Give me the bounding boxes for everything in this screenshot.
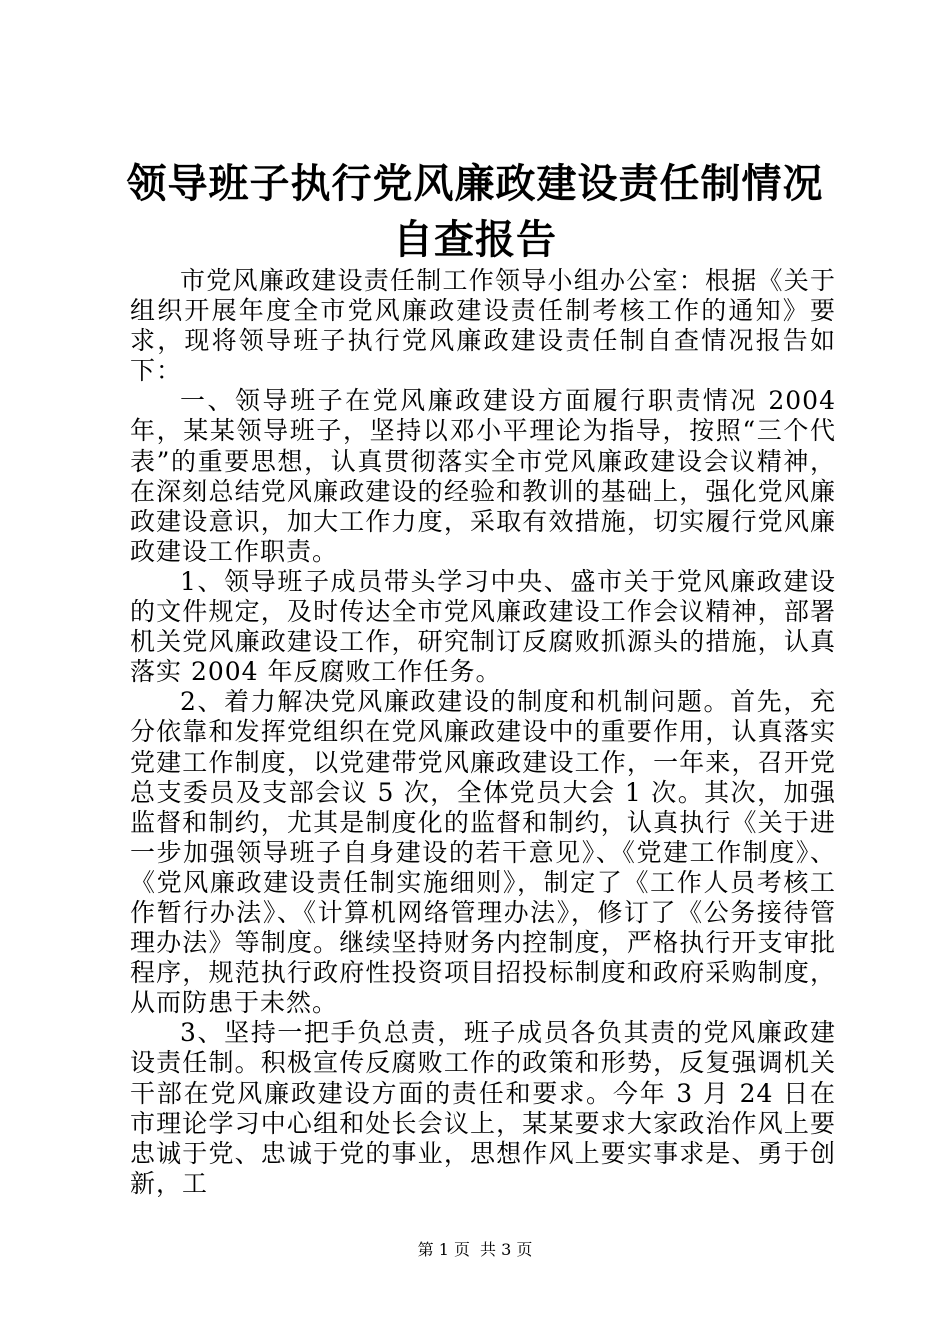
paragraph: 市党风廉政建设责任制工作领导小组办公室：根据《关于组织开展年度全市党风廉政建设责任制考核工作的通知》要求，现将领导班子执行党风廉政建设责任制自查情况报告如下： — [130, 266, 836, 386]
page-footer — [0, 1240, 950, 1260]
paragraph: 1、领导班子成员带头学习中央、盛市关于党风廉政建设的文件规定，及时传达全市党风廉政建设工作会议精神，部署机关党风廉政建设工作，研究制订反腐败抓源头的措施，认真落实 2004 年反腐败工作任务。 — [130, 566, 836, 687]
page-total: 共 3 页 — [480, 1240, 533, 1259]
document-body — [130, 266, 836, 1199]
paragraph: 一、领导班子在党风廉政建设方面履行职责情况 2004 年，某某领导班子，坚持以邓小平理论为指导，按照“三个代表”的重要思想，认真贯彻落实全市党风廉政建设会议精神，在深刻总结党风廉政建设的经验和教训的基础上，强化党风廉政建设意识，加大工作力度，采取有效措施，切实履行党风廉政建设工作职责。 — [130, 386, 836, 566]
page-number: 第 1 页 — [417, 1240, 470, 1259]
paragraph: 3、坚持一把手负总责，班子成员各负其责的党风廉政建设责任制。积极宣传反腐败工作的政策和形势，反复强调机关干部在党风廉政建设方面的责任和要求。今年 3 月 24 日在市理论学习中心组和处长会议上，某某要求大家政治作风上要忠诚于党、忠诚于党的事业，思想作风上要实事求是、勇于创新，工 — [130, 1018, 836, 1198]
document-title: 领导班子执行党风廉政建设责任制情况自查报告 — [126, 160, 824, 263]
paragraph: 2、着力解决党风廉政建设的制度和机制问题。首先，充分依靠和发挥党组织在党风廉政建设中的重要作用，认真落实党建工作制度，以党建带党风廉政建设工作，一年来，召开党总支委员及支部会议 5 次，全体党员大会 1 次。其次，加强监督和制约，尤其是制度化的监督和制约，认真执行《关于进一步加强领导班子自身建设的若干意见》、《党建工作制度》、《党风廉政建设责任制实施细则》，制定了《工作人员考核工作暂行办法》、《计算机网络管理办法》，修订了《公务接待管理办法》等制度。继续坚持财务内控制度，严格执行开支审批程序，规范执行政府性投资项目招投标制度和政府采购制度，从而防患于未然。 — [130, 687, 836, 1018]
